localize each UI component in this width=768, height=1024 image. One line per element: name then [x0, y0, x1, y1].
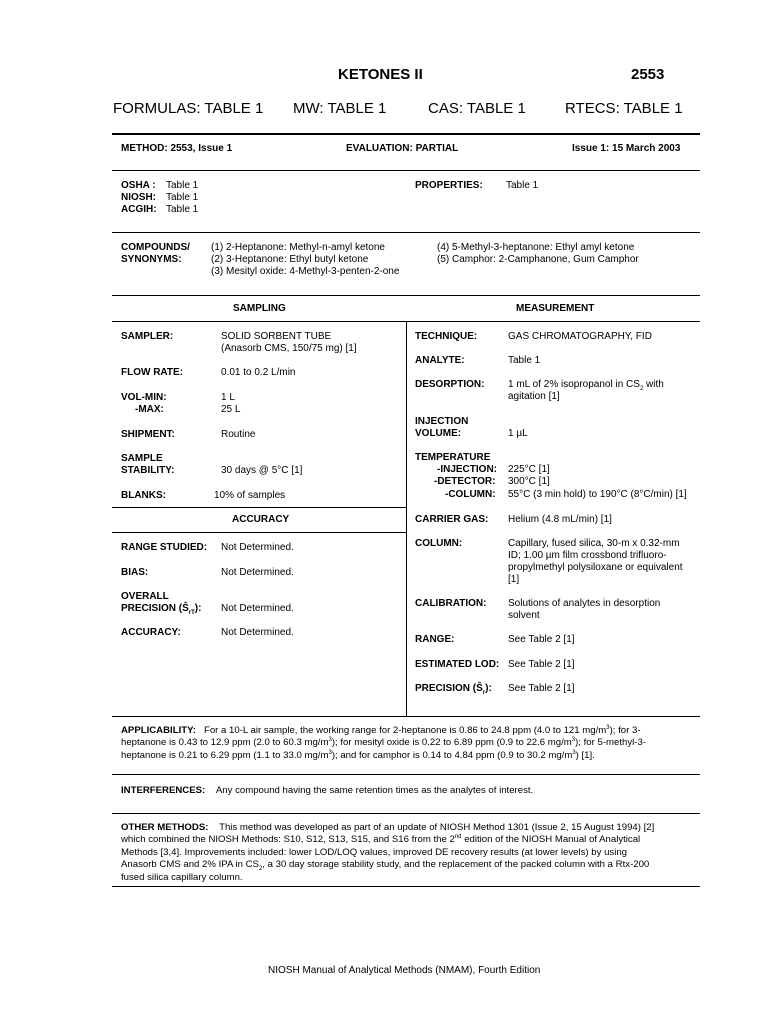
- divider: [112, 170, 700, 171]
- desorption-value: 1 mL of 2% isopropanol in $CS_2$ with: [508, 379, 664, 392]
- precision-label: PRECISION $(Ŝ_r)$:: [415, 683, 492, 696]
- sampling-heading: SAMPLING: [233, 303, 286, 314]
- range-studied-label: RANGE STUDIED:: [121, 542, 208, 553]
- document-title: KETONES II: [338, 66, 423, 83]
- accuracy-value: Not Determined.: [221, 627, 294, 638]
- calibration-label: CALIBRATION:: [415, 598, 487, 609]
- rtecs-label: RTECS: TABLE 1: [565, 100, 683, 117]
- divider: [112, 295, 700, 296]
- technique-label: TECHNIQUE:: [415, 331, 478, 342]
- divider: [112, 532, 406, 533]
- compound-2: (2) 3-Heptanone: Ethyl butyl ketone: [211, 254, 369, 265]
- acgih-label: ACGIH:: [121, 204, 157, 215]
- bias-value: Not Determined.: [221, 567, 294, 578]
- temp-detector-value: 300°C [1]: [508, 476, 550, 487]
- niosh-value: Table 1: [166, 192, 199, 203]
- divider: [112, 133, 700, 135]
- column-value-1: Capillary, fused silica, 30-m x 0.32-mm: [508, 538, 680, 549]
- column-value-3: propylmethyl polysiloxane or equivalent: [508, 562, 683, 573]
- carrier-gas-value: Helium (4.8 mL/min) [1]: [508, 514, 612, 525]
- desorption-value-2: agitation [1]: [508, 391, 560, 402]
- overall-precision-value: Not Determined.: [221, 603, 294, 614]
- divider: [112, 774, 700, 775]
- properties-label: PROPERTIES:: [415, 180, 483, 191]
- properties-value: Table 1: [506, 180, 539, 191]
- blanks-value: 10% of samples: [214, 490, 286, 501]
- injection-volume-value: 1 µL: [508, 428, 528, 439]
- temp-column-value: 55°C (3 min hold) to 190°C (8°C/min) [1]: [508, 489, 687, 500]
- analyte-value: Table 1: [508, 355, 541, 366]
- overall-precision-label: PRECISION $(Ŝ_{rT})$:: [121, 603, 202, 616]
- divider: [112, 886, 700, 887]
- sample-stability-value: 30 days @ 5°C [1]: [221, 465, 303, 476]
- interferences-paragraph: INTERFERENCES: Any compound having the same retention times as the analytes of interest.: [121, 785, 534, 796]
- temp-detector-label: -DETECTOR:: [434, 476, 496, 487]
- carrier-gas-label: CARRIER GAS:: [415, 514, 489, 525]
- range-value: See Table 2 [1]: [508, 634, 575, 645]
- formulas-label: FORMULAS: TABLE 1: [113, 100, 264, 117]
- sample-stability-label-2: STABILITY:: [121, 465, 175, 476]
- accuracy-heading: ACCURACY: [232, 514, 290, 525]
- flow-rate-value: 0.01 to 0.2 L/min: [221, 367, 296, 378]
- issue-date: Issue 1: 15 March 2003: [572, 143, 681, 154]
- vol-max-value: 25 L: [221, 404, 241, 415]
- vol-min-label: VOL-MIN:: [121, 392, 167, 403]
- compound-3: (3) Mesityl oxide: 4-Methyl-3-penten-2-one: [211, 266, 400, 277]
- method-info: METHOD: 2553, Issue 1: [121, 143, 233, 154]
- column-label: COLUMN:: [415, 538, 463, 549]
- sampler-value-detail: (Anasorb CMS, 150/75 mg) [1]: [221, 343, 357, 354]
- accuracy-label: ACCURACY:: [121, 627, 181, 638]
- evaluation-info: EVALUATION: PARTIAL: [346, 143, 459, 154]
- desorption-label: DESORPTION:: [415, 379, 485, 390]
- other-methods-paragraph: OTHER METHODS: This method was developed as part of an update of NIOSH Method 1301 (Issue 2, 15 August 1994) [2] which combined the NIOSH Methods: S10, S12, S13, S15, and S16 from the 2nd edition of the NIOSH Manual of Analytical Methods [3,4]. Improvements included: lower LOD/LOQ values, improved DE recovery results (at lower levels) by using Anasorb CMS and 2% IPA in $CS_2$, a 30 day storage stability study, and the replacement of the packed column with a Rtx-200 fused silica capillary column.: [121, 822, 655, 883]
- divider: [112, 813, 700, 814]
- compound-1: (1) 2-Heptanone: Methyl-n-amyl ketone: [211, 242, 385, 253]
- temp-injection-label: -INJECTION:: [437, 464, 497, 475]
- range-studied-value: Not Determined.: [221, 542, 294, 553]
- other-methods-label: OTHER METHODS:: [121, 822, 209, 833]
- sampler-value: SOLID SORBENT TUBE: [221, 331, 332, 342]
- bias-label: BIAS:: [121, 567, 149, 578]
- vol-max-label: -MAX:: [135, 404, 164, 415]
- estimated-lod-label: ESTIMATED LOD:: [415, 659, 500, 670]
- divider: [112, 232, 700, 233]
- osha-value: Table 1: [166, 180, 199, 191]
- temperature-label: TEMPERATURE: [415, 452, 491, 463]
- analyte-label: ANALYTE:: [415, 355, 465, 366]
- osha-label: OSHA :: [121, 180, 156, 191]
- technique-value: GAS CHROMATOGRAPHY, FID: [508, 331, 652, 342]
- overall-label: OVERALL: [121, 591, 169, 602]
- applicability-paragraph: APPLICABILITY: For a 10-L air sample, the working range for 2-heptanone is 0.86 to 24.8 ppm (4.0 to 121 $mg/m^3$); for 3- heptanone is 0.43 to 12.9 ppm (2.0 to 60.3 $mg/m^3$); for mesityl oxide is 0.22 to 6.89 ppm (0.9 to 22.6 $mg/m^3$); for 5-methyl-3- heptanone is 0.21 to 6.29 ppm (1.1 to 33.0 $mg/m^3$); and for camphor is 0.14 to 4.84 ppm (0.9 to 30.2 $mg/m^3$) [1].: [121, 724, 647, 761]
- column-value-4: [1]: [508, 574, 520, 585]
- acgih-value: Table 1: [166, 204, 199, 215]
- flow-rate-label: FLOW RATE:: [121, 367, 184, 378]
- divider: [112, 716, 700, 717]
- interferences-label: INTERFERENCES:: [121, 785, 206, 796]
- mw-label: MW: TABLE 1: [293, 100, 387, 117]
- temp-injection-value: 225°C [1]: [508, 464, 550, 475]
- calibration-value-1: Solutions of analytes in desorption: [508, 598, 661, 609]
- blanks-label: BLANKS:: [121, 490, 166, 501]
- estimated-lod-value: See Table 2 [1]: [508, 659, 575, 670]
- cas-label: CAS: TABLE 1: [428, 100, 526, 117]
- footer-text: NIOSH Manual of Analytical Methods (NMAM), Fourth Edition: [268, 965, 541, 976]
- column-divider: [406, 321, 407, 716]
- injection-volume-label: VOLUME:: [415, 428, 462, 439]
- precision-value: See Table 2 [1]: [508, 683, 575, 694]
- sampler-label: SAMPLER:: [121, 331, 174, 342]
- niosh-label: NIOSH:: [121, 192, 156, 203]
- sample-stability-label: SAMPLE: [121, 453, 163, 464]
- range-label: RANGE:: [415, 634, 455, 645]
- vol-min-value: 1 L: [221, 392, 235, 403]
- column-value-2: ID; 1.00 µm film crossbond trifluoro-: [508, 550, 667, 561]
- divider: [112, 507, 406, 508]
- measurement-heading: MEASUREMENT: [516, 303, 595, 314]
- temp-column-label: -COLUMN:: [445, 489, 496, 500]
- injection-label: INJECTION: [415, 416, 469, 427]
- method-number: 2553: [631, 66, 665, 83]
- shipment-label: SHIPMENT:: [121, 429, 175, 440]
- compounds-label: COMPOUNDS/: [121, 242, 190, 253]
- shipment-value: Routine: [221, 429, 256, 440]
- compound-4: (4) 5-Methyl-3-heptanone: Ethyl amyl ketone: [437, 242, 635, 253]
- compound-5: (5) Camphor: 2-Camphanone, Gum Camphor: [437, 254, 639, 265]
- calibration-value-2: solvent: [508, 610, 540, 621]
- synonyms-label: SYNONYMS:: [121, 254, 182, 265]
- applicability-label: APPLICABILITY:: [121, 725, 196, 736]
